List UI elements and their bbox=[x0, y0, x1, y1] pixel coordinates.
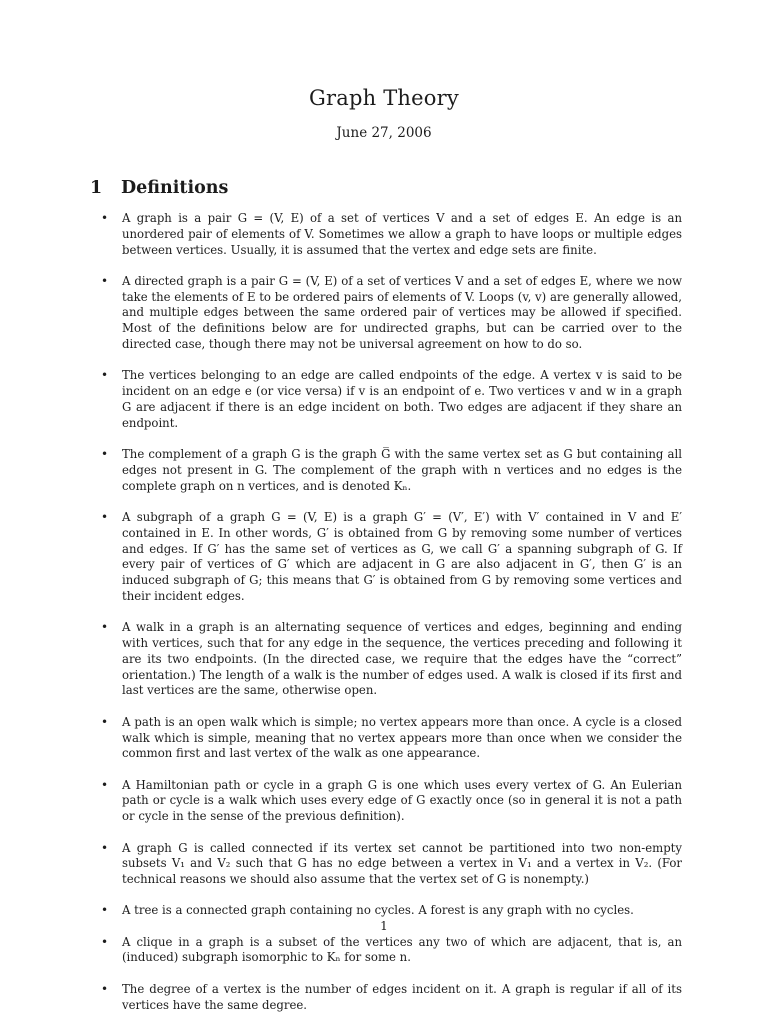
definition-item bbox=[93, 982, 682, 1014]
definition-item bbox=[93, 368, 682, 431]
definition-text: A Hamiltonian path or cycle in a graph G is one which uses every vertex of G. An Eulerian path or cycle is a walk which uses every edge of G exactly once (so in general it is not a path or cycle in the sense of the previous definition). bbox=[122, 777, 682, 824]
definition-item bbox=[93, 841, 682, 888]
bullet-icon: • bbox=[101, 777, 109, 792]
bullet-icon: • bbox=[101, 211, 109, 225]
document-date: June 27, 2006 bbox=[336, 125, 432, 141]
definition-text: The complement of a graph G is the graph G̅ with the same vertex set as G but containing all edges not present in G. The complement of the graph with n vertices and no edges is the complete graph on n vertices, and is denoted Kₙ. bbox=[122, 447, 682, 493]
bullet-icon: • bbox=[101, 981, 109, 996]
definition-text: A graph G is called connected if its vertex set cannot be partitioned into two non-empty subsets V₁ and V₂ such that G has no edge between a vertex in V₁ and a vertex in V₂. (For technical reasons we should also assume that the vertex set of G is nonempty.) bbox=[122, 840, 682, 887]
definition-item bbox=[93, 778, 682, 825]
definition-text: The degree of a vertex is the number of edges incident on it. A graph is regular if all of its vertices have the same degree. bbox=[122, 981, 682, 1012]
definition-item bbox=[93, 715, 682, 762]
definition-text: A path is an open walk which is simple; no vertex appears more than once. A cycle is a closed walk which is simple, meaning that no vertex appears more than once when we consider the common first and last vertex of the walk as one appearance. bbox=[122, 714, 682, 761]
section-title: Definitions bbox=[121, 178, 229, 198]
bullet-icon: • bbox=[101, 714, 109, 729]
definition-item bbox=[93, 510, 682, 605]
bullet-icon: • bbox=[101, 934, 109, 949]
definition-text: A graph is a pair G = (V, E) of a set of vertices V and a set of edges E. An edge is an unordered pair of elements of V. Sometimes we allow a graph to have loops or multiple edges between vertices. Usually, it is assumed that the vertex and edge sets are finite. bbox=[122, 211, 682, 257]
definition-item bbox=[93, 274, 682, 353]
bullet-icon: • bbox=[101, 447, 109, 462]
definition-text: A walk in a graph is an alternating sequence of vertices and edges, beginning and ending with vertices, such that for any edge in the sequence, the vertices preceding and following it are its two endpoints. (In the directed case, we require that the edges have the “correct” orientation.) The length of a walk is the number of edges used. A walk is closed if its first and last vertices are the same, otherwise open. bbox=[122, 620, 682, 698]
definition-text: A clique in a graph is a subset of the vertices any two of which are adjacent, that is, an (induced) subgraph isomorphic to Kₙ for some n. bbox=[122, 934, 682, 965]
definition-item bbox=[93, 211, 682, 258]
bullet-icon: • bbox=[101, 368, 109, 383]
bullet-icon: • bbox=[101, 273, 109, 288]
section-heading bbox=[90, 178, 228, 198]
document-title: Graph Theory bbox=[309, 86, 459, 110]
bullet-icon: • bbox=[101, 509, 109, 524]
definition-text: The vertices belonging to an edge are called endpoints of the edge. A vertex v is said to be incident on an edge e (or vice versa) if v is an endpoint of e. Two vertices v and w in a graph G are adjacent if there is an edge incident on both. Two edges are adjacent if they share an endpoint. bbox=[122, 368, 682, 430]
definition-text: A directed graph is a pair G = (V, E) of a set of vertices V and a set of edges E, where we now take the elements of E to be ordered pairs of elements of V. Loops (v, v) are generally allowed, and multiple edges between the same ordered pair of vertices may be allowed if specified. Most of the definitions below are for undirected graphs, but can be carried over to the directed case, though there may not be universal agreement on how to do so. bbox=[122, 273, 682, 352]
definition-item bbox=[93, 447, 682, 494]
bullet-icon: • bbox=[101, 840, 109, 855]
definition-text: A subgraph of a graph G = (V, E) is a graph G′ = (V′, E′) with V′ contained in V and E′ contained in E. In other words, G′ is obtained from G by removing some number of vertices and edges. If G′ has the same set of vertices as G, we call G′ a spanning subgraph of G. If every pair of vertices of G′ which are adjacent in G are also adjacent in G′, then G′ is an induced subgraph of G; this means that G′ is obtained from G by removing some vertices and their incident edges. bbox=[122, 509, 682, 603]
page-number: 1 bbox=[380, 919, 388, 933]
definition-item bbox=[93, 935, 682, 967]
definition-item bbox=[93, 620, 682, 699]
bullet-icon: • bbox=[101, 620, 109, 635]
definition-text: A tree is a connected graph containing no cycles. A forest is any graph with no cycles. bbox=[122, 903, 634, 918]
bullet-icon: • bbox=[101, 903, 109, 918]
section-number: 1 bbox=[90, 178, 103, 198]
definitions-list bbox=[93, 211, 682, 1029]
definition-item bbox=[93, 903, 682, 919]
